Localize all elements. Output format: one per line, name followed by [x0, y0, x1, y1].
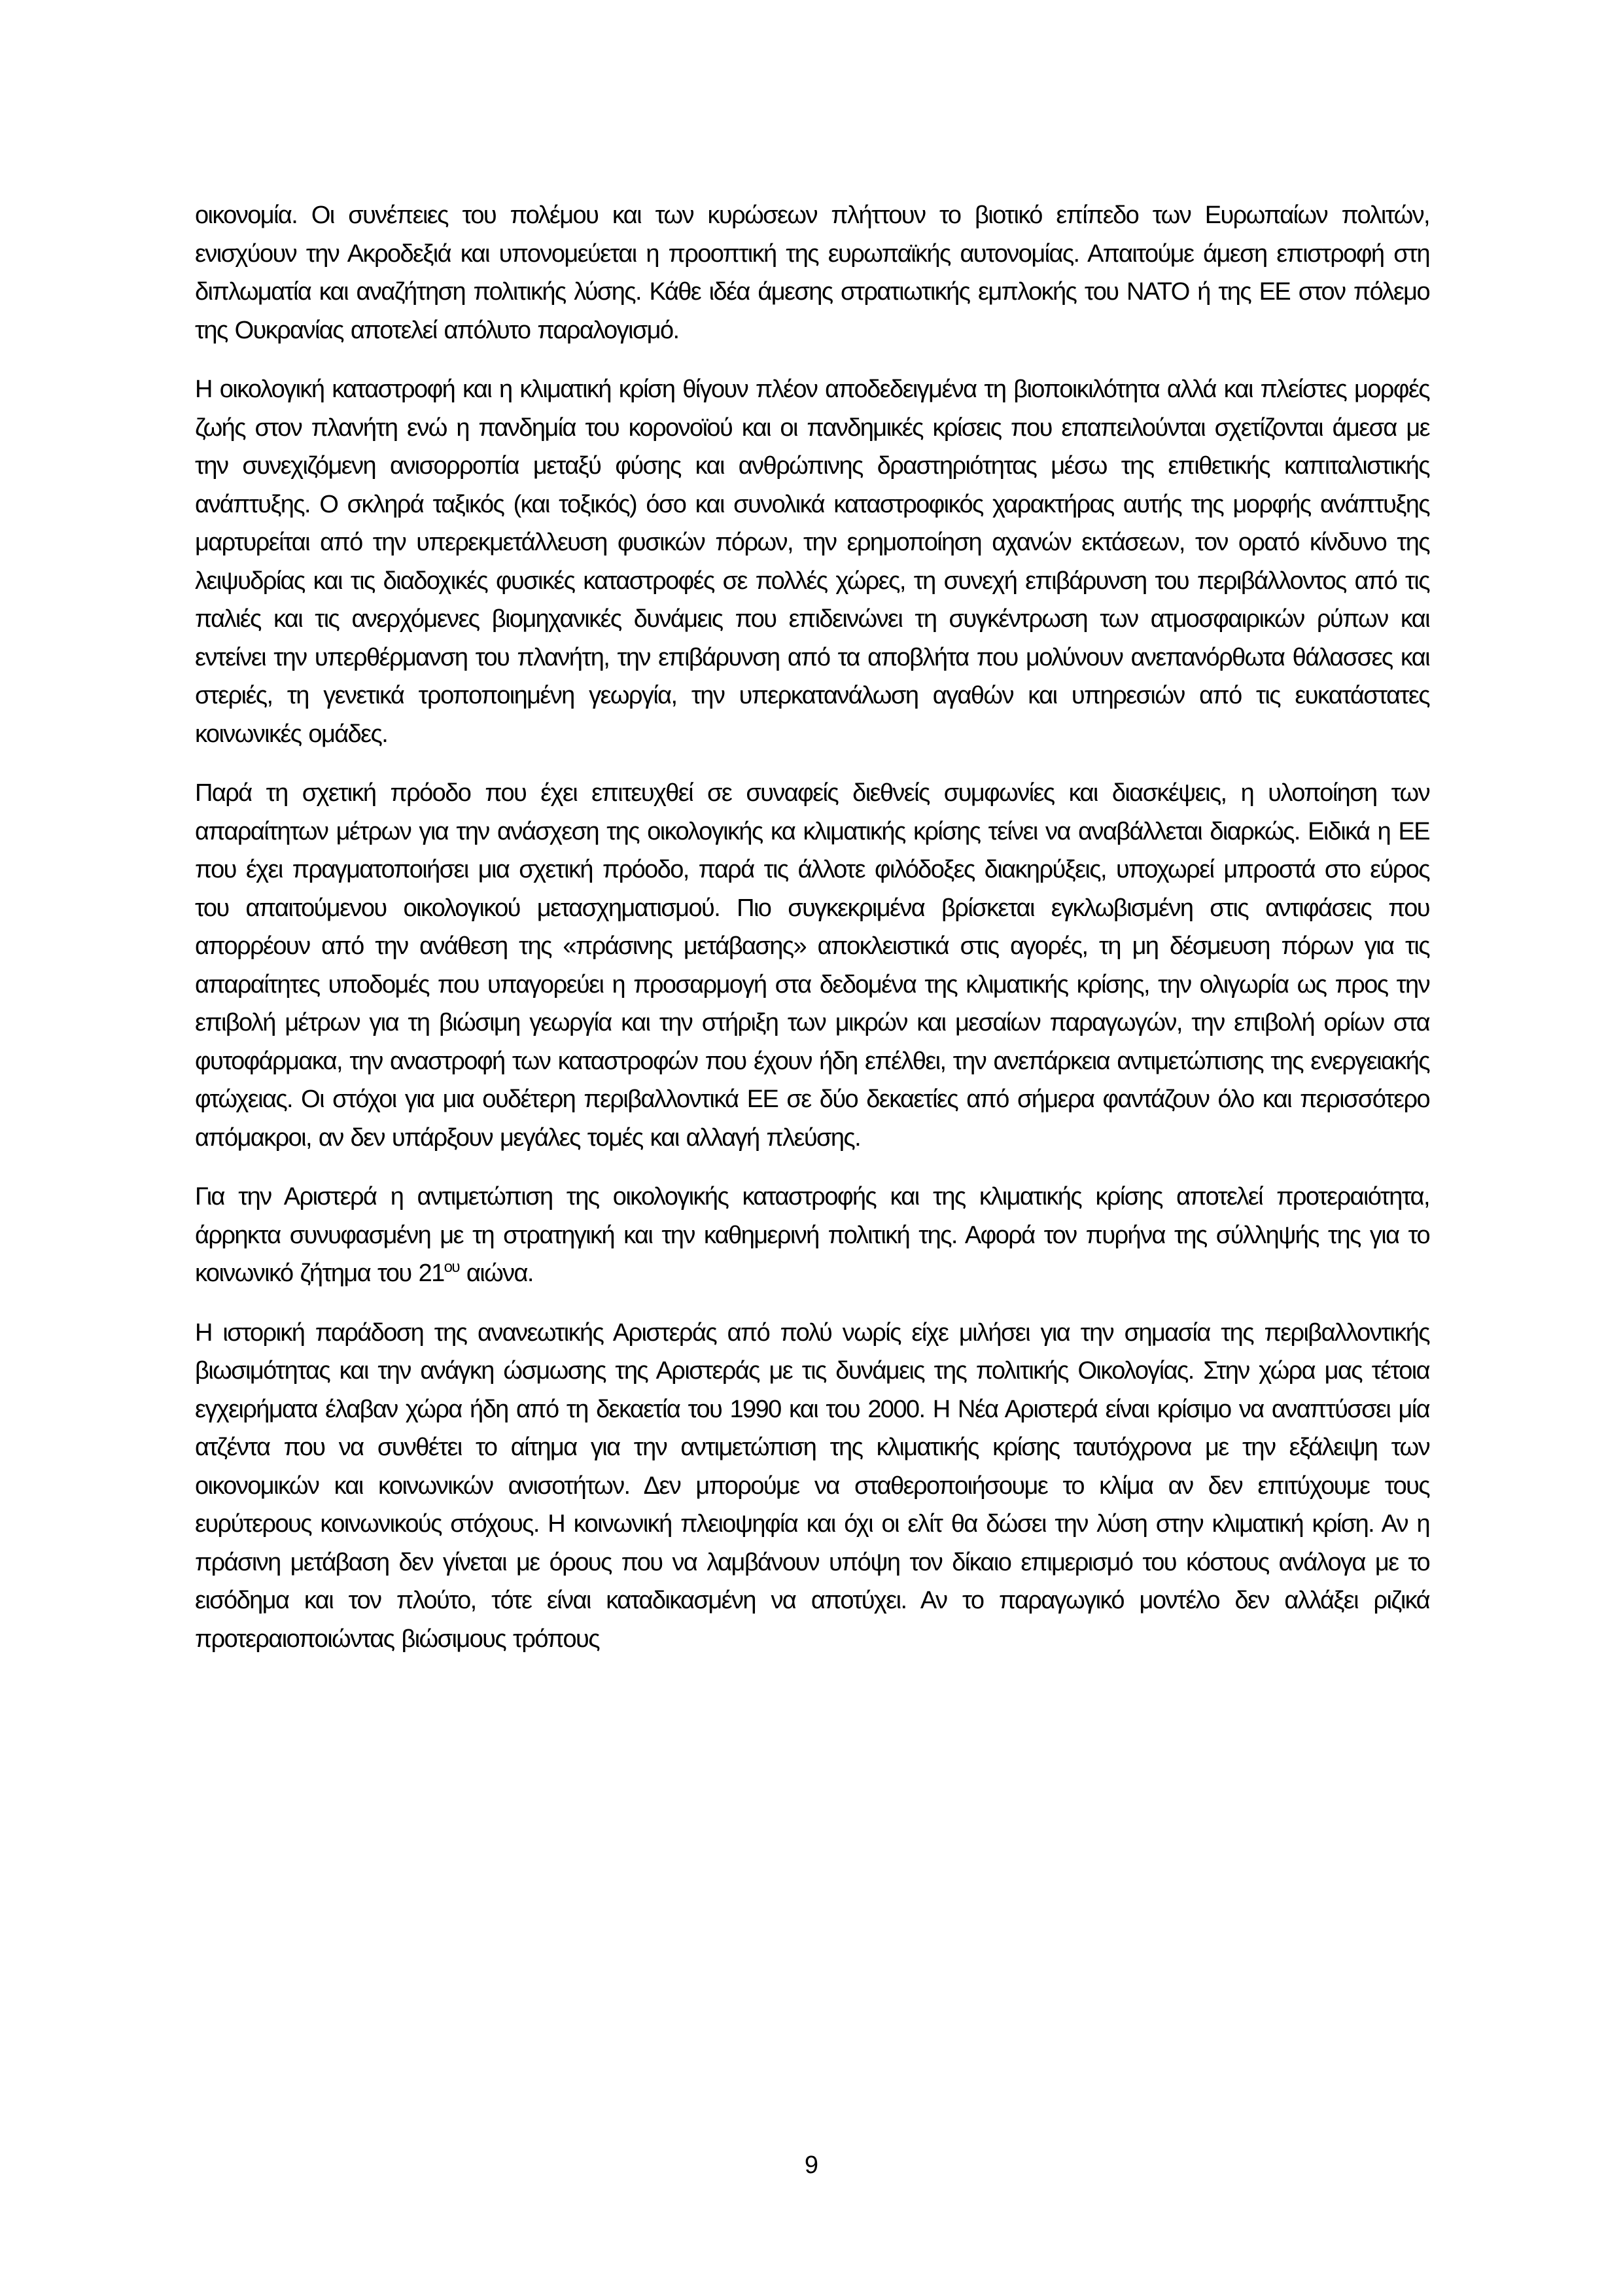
- paragraph-renewal-left-history: Η ιστορική παράδοση της ανανεωτικής Αριστεράς από πολύ νωρίς είχε μιλήσει για την σημασία της περιβαλλοντικής βιωσιμότητας και την ανάγκη ώσμωσης της Αριστεράς με τις δυνάμεις της πολιτικής Οικολογίας. Στην χώρα μας τέτοια εγχειρήματα έλαβαν χώρα ήδη από τη δεκαετία του 1990 και του 2000. Η Νέα Αριστερά είναι κρίσιμο να αναπτύσσει μία ατζέντα που να συνθέτει το αίτημα για την αντιμετώπιση της κλιματικής κρίσης ταυτόχρονα με την εξάλειψη των οικονομικών και κοινωνικών ανισοτήτων. Δεν μπορούμε να σταθεροποιήσουμε το κλίμα αν δεν επιτύχουμε τους ευρύτερους κοινωνικούς στόχους. Η κοινωνική πλειοψηφία και όχι οι ελίτ θα δώσει την λύση στην κλιματική κρίση. Αν η πράσινη μετάβαση δεν γίνεται με όρους που να λαμβάνουν υπόψη τον δίκαιο επιμερισμό του κόστους ανάλογα με το εισόδημα και τον πλούτο, τότε είναι καταδικασμένη να αποτύχει. Αν το παραγωγικό μοντέλο δεν αλλάξει ριζικά προτεραιοποιώντας βιώσιμους τρόπους: [195, 1318, 1429, 1653]
- paragraph-left-priority: [195, 1178, 1429, 1293]
- paragraph-ecological-crisis: Η οικολογική καταστροφή και η κλιματική κρίση θίγουν πλέον αποδεδειγμένα τη βιοποικιλότητα αλλά και πλείστες μορφές ζωής στον πλανήτη ενώ η πανδημία του κορονοϊού και οι πανδημικές κρίσεις που επαπειλούνται σχετίζονται άμεσα με την συνεχιζόμενη ανισορροπία μεταξύ φύσης και ανθρώπινης δραστηριότητας μέσω της επιθετικής καπιταλιστικής ανάπτυξης. Ο σκληρά ταξικός (και τοξικός) όσο και συνολικά καταστροφικός χαρακτήρας αυτής της μορφής ανάπτυξης μαρτυρείται από την υπερεκμετάλλευση φυσικών πόρων, την ερημοποίηση αχανών εκτάσεων, τον ορατό κίνδυνο της λειψυδρίας και τις διαδοχικές φυσικές καταστροφές σε πολλές χώρες, τη συνεχή επιβάρυνση του περιβάλλοντος από τις παλιές και τις ανερχόμενες βιομηχανικές δυνάμεις που επιδεινώνει τη συγκέντρωση των ατμοσφαιρικών ρύπων και εντείνει την υπερθέρμανση του πλανήτη, την επιβάρυνση από τα αποβλήτα που μολύνουν ανεπανόρθωτα θάλασσες και στεριές, τη γενετικά τροποποιημένη γεωργία, την υπερκατανάλωση αγαθών και υπηρεσιών από τις ευκατάστατες κοινωνικές ομάδες.: [195, 376, 1429, 748]
- paragraph-left-priority-end: αιώνα.: [459, 1260, 533, 1287]
- paragraph-eu-climate-progress: Παρά τη σχετική πρόοδο που έχει επιτευχθεί σε συναφείς διεθνείς συμφωνίες και διασκέψεις, η υλοποίηση των απαραίτητων μέτρων για την ανάσχεση της οικολογικής κα κλιματικής κρίσης τείνει να αναβάλλεται διαρκώς. Ειδικά η ΕΕ που έχει πραγματοποιήσει μια σχετική πρόοδο, παρά τις άλλοτε φιλόδοξες διακηρύξεις, υποχωρεί μπροστά στο εύρος του απαιτούμενου οικολογικού μετασχηματισμού. Πιο συγκεκριμένα βρίσκεται εγκλωβισμένη στις αντιφάσεις που απορρέουν από την ανάθεση της «πράσινης μετάβασης» αποκλειστικά στις αγορές, τη μη δέσμευση πόρων για τις απαραίτητες υποδομές που υπαγορεύει η προσαρμογή στα δεδομένα της κλιματικής κρίσης, την ολιγωρία ως προς την επιβολή μέτρων για τη βιώσιμη γεωργία και την στήριξη των μικρών και μεσαίων παραγωγών, την επιβολή ορίων στα φυτοφάρμακα, την αναστροφή των καταστροφών που έχουν ήδη επέλθει, την ανεπάρκεια αντιμετώπισης της ενεργειακής φτώχειας. Οι στόχοι για μια ουδέτερη περιβαλλοντικά ΕΕ σε δύο δεκαετίες από σήμερα φαντάζουν όλο και περισσότερο απόμακροι, αν δεν υπάρξουν μεγάλες τομές και αλλαγή πλεύσης.: [195, 779, 1429, 1152]
- paragraph-left-priority-text: Για την Αριστερά η αντιμετώπιση της οικολογικής καταστροφής και της κλιματικής κρίσης αποτελεί προτεραιότητα, άρρηκτα συνυφασμένη με τη στρατηγική και την καθημερινή πολιτική της. Αφορά τον πυρήνα της σύλληψής της για το κοινωνικό ζήτημα του 21: [195, 1183, 1429, 1287]
- ordinal-superscript: ου: [444, 1258, 459, 1276]
- document-page: [195, 196, 1429, 1679]
- page-number: 9: [804, 2151, 819, 2179]
- paragraph-war-sanctions: οικονομία. Οι συνέπειες του πολέμου και των κυρώσεων πλήττουν το βιοτικό επίπεδο των Ευρωπαίων πολιτών, ενισχύουν την Ακροδεξιά και υπονομεύεται η προοπτική της ευρωπαϊκής αυτονομίας. Απαιτούμε άμεση επιστροφή στη διπλωματία και αναζήτηση πολιτικής λύσης. Κάθε ιδέα άμεσης στρατιωτικής εμπλοκής του ΝΑΤΟ ή της ΕΕ στον πόλεμο της Ουκρανίας αποτελεί απόλυτο παραλογισμό.: [195, 202, 1429, 344]
